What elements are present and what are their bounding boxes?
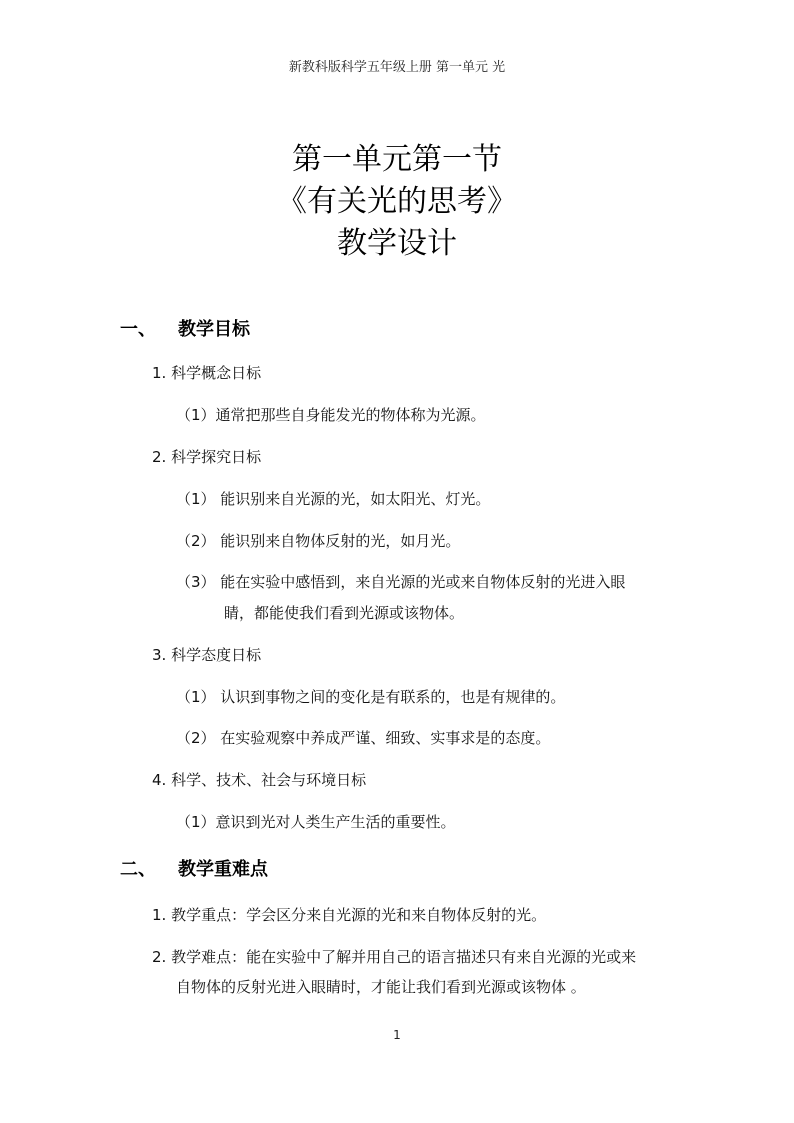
section-heading-goals [120,315,250,341]
title-line-2: 《有关光的思考》 [277,184,517,219]
goal-item: （2） 在实验观察中养成严谨、细致、实事求是的态度。 [176,729,551,747]
section-title: 教学目标 [178,319,250,340]
difficulty-item: 2. 教学难点：能在实验中了解并用自己的语言描述只有来自光源的光或来 [152,948,637,966]
section-title: 教学重难点 [178,859,268,880]
page-header: 新教科版科学五年级上册 第一单元 光 [288,60,506,75]
goal-group-inquiry: 2. 科学探究日标 [152,448,262,466]
section-number: 一、 [120,319,156,340]
title-line-3: 教学设计 [337,226,457,261]
goal-group-sts: 4. 科学、技术、社会与环境日标 [152,771,367,789]
section-heading-key-points [120,855,268,881]
goal-item: （2） 能识别来自物体反射的光，如月光。 [176,532,461,550]
key-point-item: 1. 教学重点：学会区分来自光源的光和来自物体反射的光。 [152,906,547,924]
goal-item: （1） 能识别来自光源的光，如太阳光、灯光。 [176,490,491,508]
goal-item: （3） 能在实验中感悟到，来自光源的光或来自物体反射的光进入眼 [176,573,626,591]
section-number: 二、 [120,859,156,880]
goal-group-concept: 1. 科学概念日标 [152,364,262,382]
page-number: 1 [393,1028,401,1042]
goal-item: （1） 认识到事物之间的变化是有联系的，也是有规律的。 [176,688,566,706]
difficulty-item-continuation: 自物体的反射光进入眼睛时，才能让我们看到光源或该物体 。 [176,978,586,996]
goal-item: （1）通常把那些自身能发光的物体称为光源。 [176,406,486,424]
goal-item: （1）意识到光对人类生产生活的重要性。 [176,813,456,831]
goal-item-continuation: 睛，都能使我们看到光源或该物体。 [224,604,465,622]
goal-group-attitude: 3. 科学态度日标 [152,646,262,664]
title-line-1: 第一单元第一节 [292,142,502,177]
